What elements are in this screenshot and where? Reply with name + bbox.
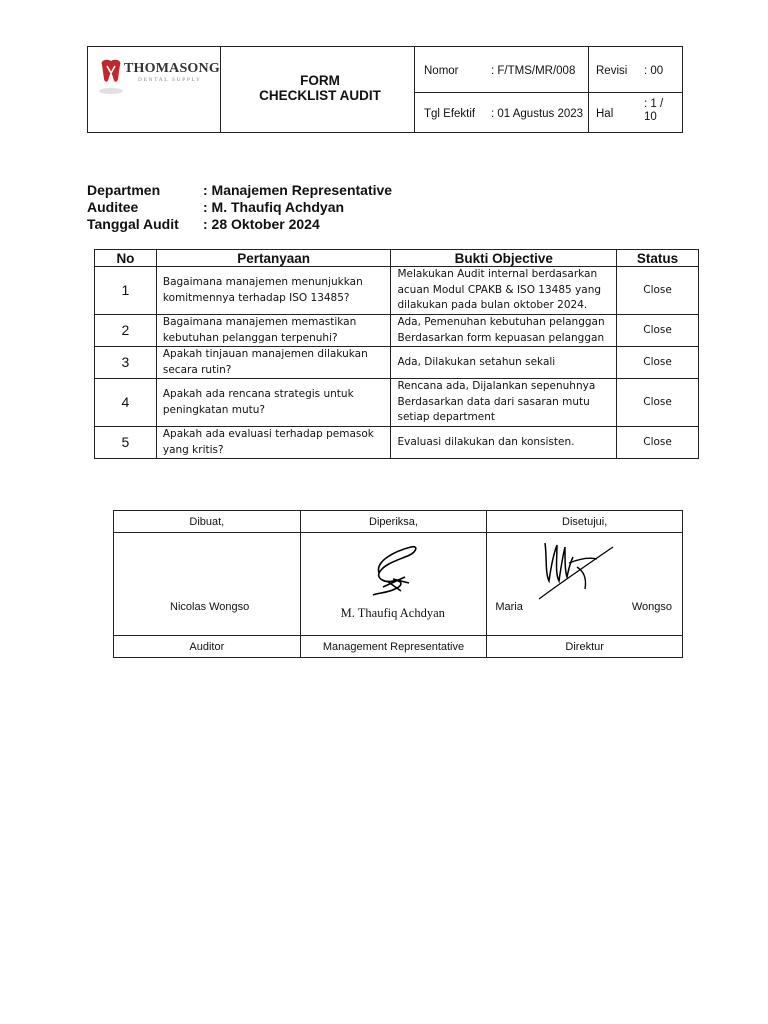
- evidence-cell: Ada, Pemenuhan kebutuhan pelanggan Berdasarkan form kepuasan pelanggan: [391, 315, 617, 347]
- status-cell: Close: [617, 267, 699, 315]
- auditor-signature-cell: [114, 533, 301, 636]
- table-row: [95, 315, 699, 347]
- nomor-value: : F/TMS/MR/008: [491, 65, 576, 77]
- question-cell: Bagaimana manajemen memastikan kebutuhan pelanggan terpenuhi?: [156, 315, 391, 347]
- director-role: Direktur: [487, 636, 683, 658]
- status-cell: Close: [617, 379, 699, 427]
- table-row: [95, 379, 699, 427]
- mr-signature-cell: [300, 533, 487, 636]
- document-header: [87, 46, 683, 133]
- auditor-name: Nicolas Wongso: [170, 601, 250, 613]
- hal-label: Hal: [596, 108, 614, 120]
- question-cell: Bagaimana manajemen menunjukkan komitmennya terhadap ISO 13485?: [156, 267, 391, 315]
- column-header-question: Pertanyaan: [156, 250, 391, 267]
- logo-wordmark: THOMASONG: [124, 61, 220, 76]
- mr-role: Management Representative: [300, 636, 487, 658]
- department-label: Departmen: [87, 182, 161, 198]
- evidence-cell: Melakukan Audit internal berdasarkan acuan Modul CPAKB & ISO 13485 yang dilakukan pada bulan oktober 2024.: [391, 267, 617, 315]
- hal-value: : 1 / 10: [644, 98, 664, 123]
- audit-date-value: : 28 Oktober 2024: [203, 216, 320, 232]
- company-logo: [98, 57, 220, 101]
- auditee-label: Auditee: [87, 199, 139, 215]
- question-cell: Apakah ada rencana strategis untuk peningkatan mutu?: [156, 379, 391, 427]
- audit-checklist-table: [94, 249, 699, 459]
- tgl-efektif-value: : 01 Agustus 2023: [491, 108, 584, 120]
- mr-name: M. Thaufiq Achdyan: [340, 606, 445, 620]
- row-number: 5: [95, 427, 157, 459]
- column-header-no: No: [95, 250, 157, 267]
- mr-signature-icon: [365, 543, 425, 603]
- column-header-evidence: Bukti Objective: [391, 250, 617, 267]
- signature-role-row: [114, 636, 683, 658]
- form-title: FORM CHECKLIST AUDIT: [259, 73, 381, 103]
- row-number: 2: [95, 315, 157, 347]
- signature-header-row: [114, 511, 683, 533]
- checked-by-label: Diperiksa,: [300, 511, 487, 533]
- revisi-value: : 00: [644, 65, 664, 77]
- question-cell: Apakah tinjauan manajemen dilakukan secara rutin?: [156, 347, 391, 379]
- nomor-label: Nomor: [424, 65, 459, 77]
- divider: [414, 92, 682, 93]
- department-value: : Manajemen Representative: [203, 182, 393, 198]
- row-number: 4: [95, 379, 157, 427]
- divider: [588, 47, 589, 132]
- table-row: [95, 267, 699, 315]
- table-row: [95, 427, 699, 459]
- status-cell: Close: [617, 315, 699, 347]
- revisi-label: Revisi: [596, 65, 628, 77]
- evidence-cell: Evaluasi dilakukan dan konsisten.: [391, 427, 617, 459]
- logo-subtitle: DENTAL SUPPLY: [138, 77, 202, 83]
- evidence-cell: Ada, Dilakukan setahun sekali: [391, 347, 617, 379]
- auditee-value: : M. Thaufiq Achdyan: [203, 199, 345, 215]
- status-cell: Close: [617, 347, 699, 379]
- row-number: 3: [95, 347, 157, 379]
- table-row: [95, 347, 699, 379]
- row-number: 1: [95, 267, 157, 315]
- auditor-role: Auditor: [114, 636, 301, 658]
- approved-by-label: Disetujui,: [487, 511, 683, 533]
- audit-date-label: Tanggal Audit: [87, 216, 179, 232]
- signature-table: [113, 510, 683, 658]
- signature-row: [114, 533, 683, 636]
- table-header-row: [95, 250, 699, 267]
- director-last-name: Wongso: [631, 601, 672, 613]
- evidence-cell: Rencana ada, Dijalankan sepenuhnya Berdasarkan data dari sasaran mutu setiap department: [391, 379, 617, 427]
- status-cell: Close: [617, 427, 699, 459]
- tooth-logo-icon: [98, 57, 124, 97]
- director-signature-cell: [487, 533, 683, 636]
- director-signature-icon: [535, 537, 625, 607]
- tgl-efektif-label: Tgl Efektif: [424, 108, 476, 120]
- question-cell: Apakah ada evaluasi terhadap pemasok yang kritis?: [156, 427, 391, 459]
- director-first-name: Maria: [495, 601, 523, 613]
- column-header-status: Status: [617, 250, 699, 267]
- made-by-label: Dibuat,: [114, 511, 301, 533]
